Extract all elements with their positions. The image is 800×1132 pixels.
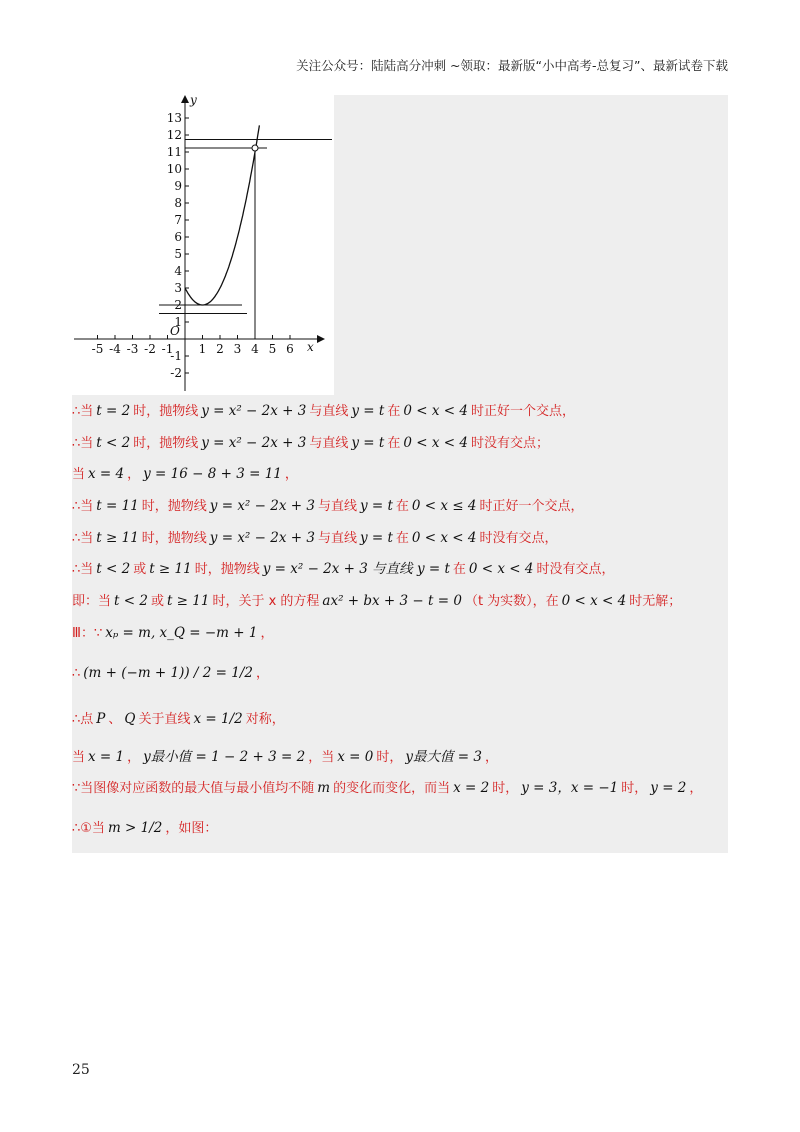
math-expression: y = 2: [650, 780, 687, 797]
x-axis-label: x: [307, 340, 314, 354]
math-expression: t ≥ 11: [166, 593, 210, 610]
line-text: ，当: [308, 749, 335, 765]
page-header: 关注公众号：陆陆高分冲刺 ~领取：最新版“小中高考-总复习”、最新试卷下载: [296, 58, 728, 73]
solution-line: [72, 523, 728, 555]
math-expression: t = 11: [96, 498, 139, 515]
line-text: 当: [72, 467, 86, 483]
line-text: 时，关于 x 的方程: [212, 594, 320, 610]
line-text: 即：当: [72, 594, 112, 610]
y-tick-label: -1: [170, 349, 182, 363]
math-expression: 0 < x ≤ 4: [411, 498, 477, 515]
line-text: 在: [452, 562, 466, 578]
x-tick-label: -4: [109, 342, 121, 356]
y-tick-label: 5: [174, 247, 182, 261]
line-text: ，: [255, 665, 269, 681]
math-expression: x = 1/2: [193, 710, 243, 727]
math-expression: y = t: [351, 434, 385, 451]
line-text: 时，抛物线: [133, 404, 199, 419]
x-tick-label: -5: [91, 342, 104, 356]
line-text: 当: [72, 749, 86, 765]
solution-line: [72, 459, 728, 491]
parabola-graph: [72, 95, 334, 395]
origin-label: O: [170, 324, 180, 338]
solution-line: [72, 618, 728, 650]
line-text: ∵当图像对应函数的最大值与最小值均不随: [72, 781, 315, 797]
line-text: Ⅲ：∵: [72, 625, 103, 641]
math-expression: x = 2: [453, 780, 490, 797]
math-expression: (m + (−m + 1)) / 2 = 1/2: [83, 664, 253, 681]
line-text: ∴当: [72, 499, 94, 515]
y-tick-label: 13: [166, 111, 182, 125]
x-tick-label: -2: [144, 342, 156, 356]
line-text: ，: [127, 749, 141, 765]
solution-line: [72, 554, 728, 586]
math-expression: 0 < x < 4: [468, 561, 534, 578]
math-expression: 0 < x < 4: [411, 529, 477, 546]
math-expression: t ≥ 11: [96, 529, 139, 546]
math-expression: m: [317, 780, 331, 797]
x-tick-label: 2: [216, 342, 224, 356]
x-tick-label: 5: [268, 342, 277, 356]
solution-line: [72, 696, 728, 742]
math-expression: t = 2: [96, 403, 131, 419]
line-text: 在: [387, 435, 401, 451]
math-expression: m > 1/2: [107, 819, 163, 836]
line-text: ∴当: [72, 404, 94, 419]
line-text: 在: [395, 499, 409, 515]
math-expression: y = 16 − 8 + 3 = 11: [143, 466, 282, 483]
line-text: 时，抛物线: [141, 530, 207, 546]
line-text: 时正好一个交点，: [479, 499, 584, 515]
line-text: 时没有交点；: [470, 435, 549, 451]
line-text: 时正好一个交点，: [470, 404, 575, 419]
solution-line: [72, 650, 728, 696]
math-expression: t < 2: [96, 434, 131, 451]
math-expression: x = 1: [88, 748, 125, 765]
line-text: ，: [284, 467, 298, 483]
solution-line: [72, 773, 728, 805]
line-text: 在: [395, 530, 409, 546]
math-expression: y = x² − 2x + 3: [209, 498, 315, 515]
y-axis-label: y: [190, 95, 197, 107]
line-text: （t 为实数），在: [464, 594, 559, 610]
math-expression: y = x² − 2x + 3: [209, 529, 315, 546]
line-text: ∴当: [72, 435, 94, 451]
math-expression: Q: [124, 710, 136, 727]
y-tick-label: -2: [170, 366, 182, 380]
solution-line: [72, 491, 728, 523]
open-point-4-11: [252, 145, 258, 151]
y-tick-group: [167, 111, 189, 380]
line-text: ∴: [72, 665, 81, 681]
math-expression: 0 < x < 4: [403, 434, 468, 451]
graph-svg: [72, 95, 334, 395]
x-tick-label: -3: [126, 342, 139, 356]
line-text: 与直线: [309, 435, 349, 451]
line-text: ∴点: [72, 711, 94, 727]
math-expression: y = t: [359, 498, 393, 515]
x-tick-label: 6: [286, 342, 294, 356]
solution-line: [72, 805, 728, 851]
math-expression: t < 2: [114, 593, 148, 610]
solution-line: [72, 586, 728, 618]
page-number: 25: [72, 1062, 90, 1078]
math-expression: ax² + bx + 3 − t = 0: [322, 593, 462, 610]
line-text: 时无解；: [629, 594, 682, 610]
y-tick-label: 7: [174, 213, 182, 227]
solution-line: [72, 742, 728, 774]
line-text: 时，抛物线: [194, 562, 260, 578]
y-tick-label: 1: [174, 315, 182, 329]
line-text: 、: [108, 711, 122, 727]
math-expression: P: [96, 710, 106, 727]
line-text: 对称，: [245, 711, 285, 727]
solution-lines: [72, 396, 728, 851]
line-text: 时，: [621, 781, 648, 797]
parabola-curve: [185, 125, 259, 305]
math-expression: y最小值 = 1 − 2 + 3 = 2: [143, 748, 306, 765]
line-text: 的变化而变化，而当: [333, 781, 451, 797]
x-tick-group: [92, 335, 294, 356]
math-expression: y = x² − 2x + 3: [201, 434, 307, 451]
line-text: 关于直线: [138, 711, 191, 727]
math-expression: y = 3，x = −1: [521, 780, 619, 797]
solution-line: [72, 428, 728, 460]
math-expression: y = t: [359, 529, 393, 546]
x-tick-label: 1: [198, 342, 207, 356]
line-text: 或: [133, 562, 147, 578]
y-axis-arrow: [181, 95, 189, 103]
math-expression: y = x² − 2x + 3: [201, 403, 307, 419]
line-text: 与直线: [317, 499, 357, 515]
math-expression: y = t: [351, 403, 385, 419]
line-text: 时没有交点，: [479, 530, 558, 546]
math-expression: t < 2: [96, 561, 131, 578]
math-expression: x = 0: [337, 748, 374, 765]
x-tick-label: 3: [233, 342, 242, 356]
x-axis-arrow: [317, 335, 325, 343]
math-expression: 0 < x < 4: [403, 403, 468, 419]
y-tick-label: 10: [166, 162, 182, 176]
line-text: ，: [260, 625, 274, 641]
y-tick-label: 6: [174, 230, 182, 244]
y-tick-label: 2: [174, 298, 182, 312]
line-text: ，如图：: [165, 820, 218, 836]
line-text: ∴当: [72, 530, 94, 546]
solution-line: [72, 396, 728, 428]
line-text: 时，: [376, 749, 403, 765]
line-text: 与直线: [317, 530, 357, 546]
y-tick-label: 9: [174, 179, 182, 193]
math-expression: xₚ = m, x_Q = −m + 1: [105, 624, 258, 641]
y-tick-label: 4: [174, 264, 182, 278]
y-tick-label: 12: [166, 128, 182, 142]
x-tick-label: 4: [251, 342, 259, 356]
line-text: ∴当: [72, 562, 94, 578]
math-expression: y最大值 = 3: [405, 748, 482, 765]
math-expression: x = 4: [88, 466, 125, 483]
y-tick-label: 8: [174, 196, 182, 210]
math-expression: 0 < x < 4: [561, 593, 627, 610]
line-text: 时，: [492, 781, 519, 797]
line-text: 时没有交点，: [536, 562, 615, 578]
line-text: ，: [127, 467, 141, 483]
line-text: 或: [150, 594, 164, 610]
y-tick-label: 11: [166, 145, 182, 159]
line-text: 与直线: [309, 404, 349, 419]
line-text: 时，抛物线: [133, 435, 199, 451]
math-expression: y = x² − 2x + 3 与直线 y = t: [262, 561, 450, 578]
math-expression: t ≥ 11: [149, 561, 192, 578]
line-text: 在: [387, 404, 401, 419]
line-text: ∴①当: [72, 820, 105, 836]
line-text: ，: [484, 749, 498, 765]
x-tick-label: -1: [161, 342, 174, 356]
y-tick-label: 3: [174, 281, 182, 295]
line-text: ，: [689, 781, 703, 797]
line-text: 时，抛物线: [141, 499, 207, 515]
